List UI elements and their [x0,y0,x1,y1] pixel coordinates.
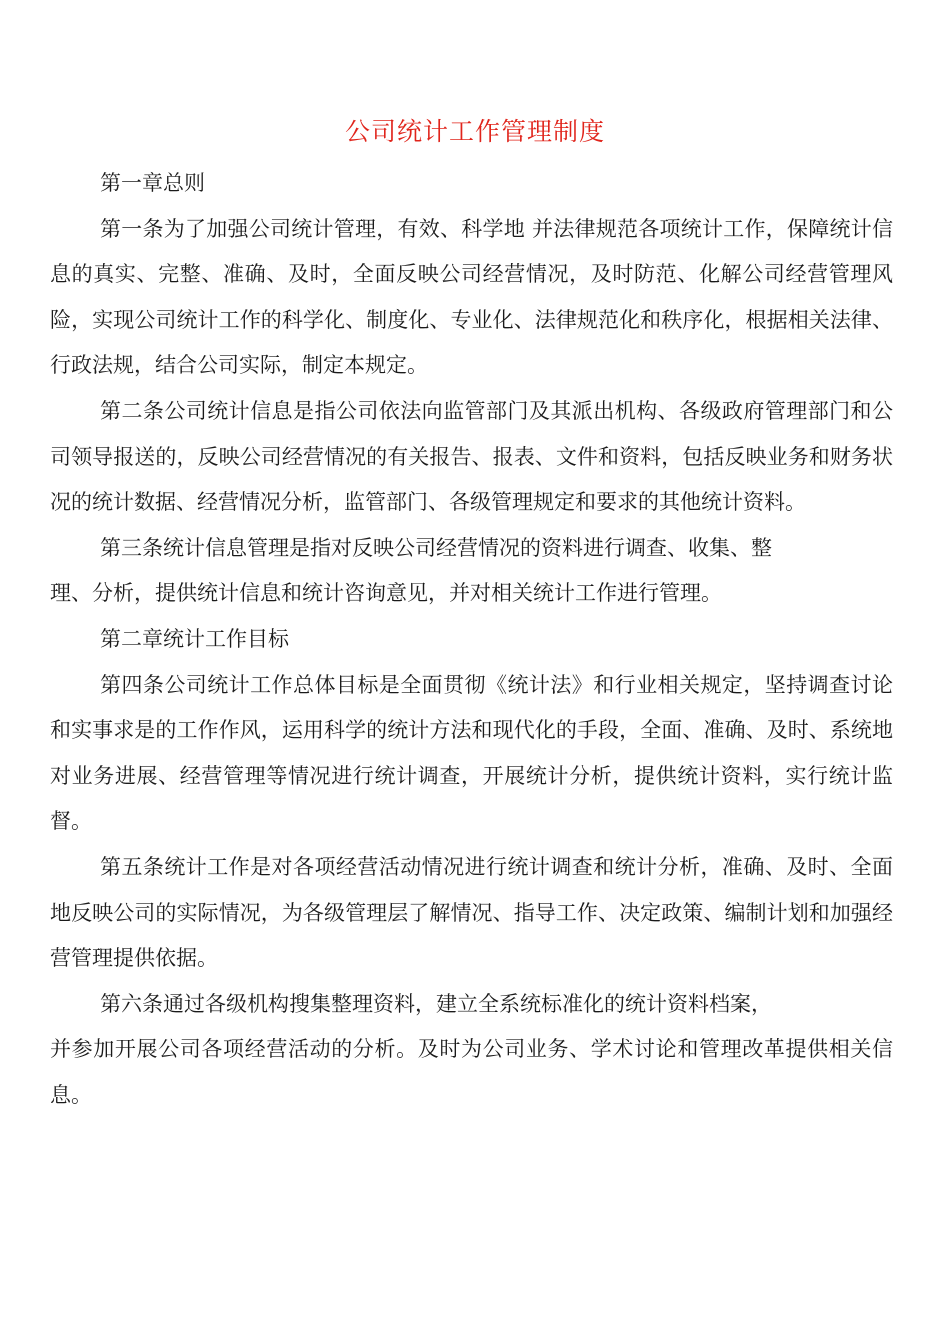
article-paragraph: 第一条为了加强公司统计管理，有效、科学地 并法律规范各项统计工作，保障统计信息的真实、完整、准确、及时，全面反映公司经营情况，及时防范、化解公司经营管理风险，实现公司统计工作的科学化、制度化、专业化、法律规范化和秩序化，根据相关法律、行政法规，结合公司实际，制定本规定。 [50,216,893,378]
continuation-paragraph: 理、分析，提供统计信息和统计咨询意见，并对相关统计工作进行管理。 [50,581,722,606]
chapter-heading: 第一章总则 [100,171,205,195]
chapter-heading: 第二章统计工作目标 [100,626,289,651]
article-paragraph: 第四条公司统计工作总体目标是全面贯彻《统计法》和行业相关规定，坚持调查讨论和实事求是的工作作风，运用科学的统计方法和现代化的手段，全面、准确、及时、系统地对业务进展、经营管理等情况进行统计调查，开展统计分析，提供统计资料，实行统计监督。 [50,672,893,834]
document-body [50,161,893,1118]
article-paragraph: 第二条公司统计信息是指公司依法向监管部门及其派出机构、各级政府管理部门和公司领导报送的，反映公司经营情况的有关报告、报表、文件和资料，包括反映业务和财务状况的统计数据、经营情况分析，监管部门、各级管理规定和要求的其他统计资料。 [50,398,893,515]
article-paragraph: 第五条统计工作是对各项经营活动情况进行统计调查和统计分析，准确、及时、全面地反映公司的实际情况，为各级管理层了解情况、指导工作、决定政策、编制计划和加强经营管理提供依据。 [50,854,893,971]
continuation-paragraph: 并参加开展公司各项经营活动的分析。及时为公司业务、学术讨论和管理改革提供相关信息。 [50,1037,893,1107]
document-title: 公司统计工作管理制度 [344,117,605,146]
article-paragraph: 第三条统计信息管理是指对反映公司经营情况的资料进行调查、收集、整 [100,535,772,560]
article-paragraph: 第六条通过各级机构搜集整理资料，建立全系统标准化的统计资料档案， [100,991,772,1016]
